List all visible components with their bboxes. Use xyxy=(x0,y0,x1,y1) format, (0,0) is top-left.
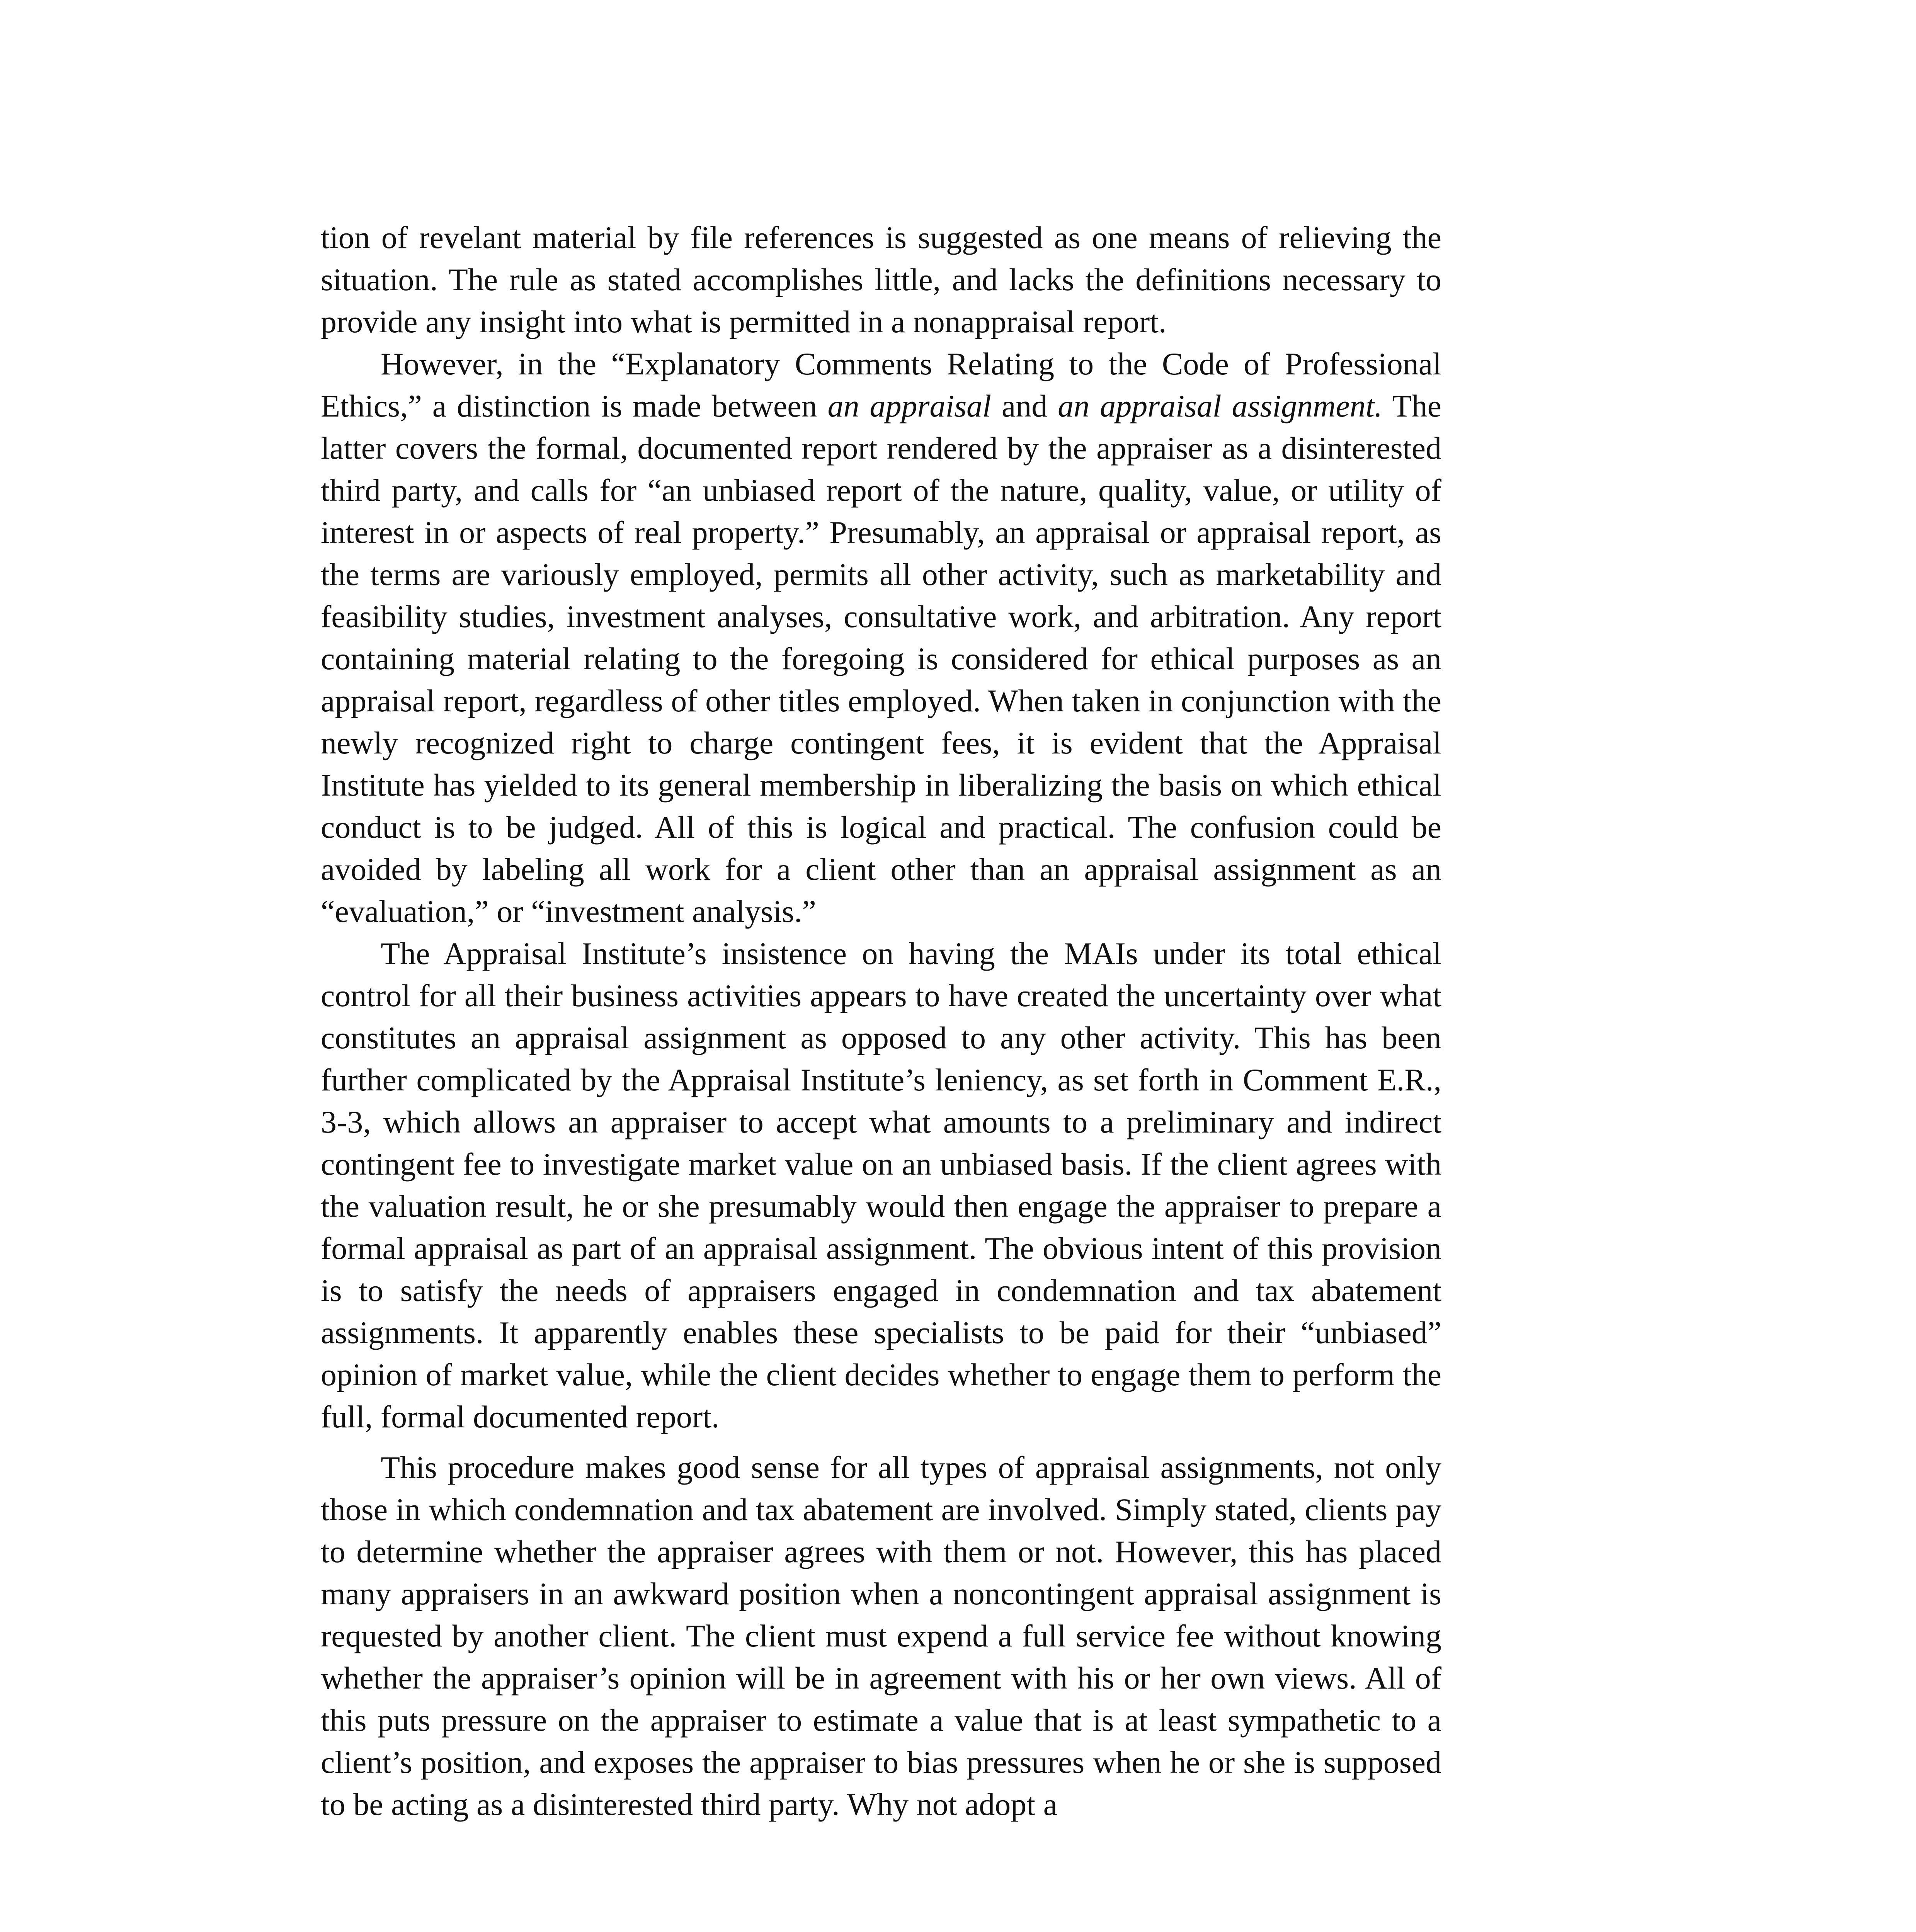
body-text xyxy=(321,216,1441,1825)
italic-phrase: an appraisal xyxy=(827,388,991,423)
text-run: tion of revelant material by file references is suggested as one means of relieving the situation. The rule as stated accomplishes little, and lacks the definitions necessary to provide any insight into what is permitted in a nonappraisal report. xyxy=(321,220,1441,339)
body-paragraph xyxy=(321,216,1441,343)
italic-phrase: an appraisal assignment. xyxy=(1058,388,1383,423)
text-run: The latter covers the formal, documented report rendered by the appraiser as a disinterested third party, and calls for “an unbiased report of the nature, quality, value, or utility of interest in or aspects of real property.” Presumably, an appraisal or appraisal report, as the terms are variously employed, permits all other activity, such as marketability and feasibility studies, investment analyses, consultative work, and arbitration. Any report containing material relating to the foregoing is considered for ethical purposes as an appraisal report, regardless of other titles employed. When taken in conjunction with the newly recognized right to charge contingent fees, it is evident that the Appraisal Institute has yielded to its general membership in liberalizing the basis on which ethical conduct is to be judged. All of this is logical and practical. The confusion could be avoided by labeling all work for a client other than an appraisal assignment as an “evaluation,” or “investment analysis.” xyxy=(321,388,1441,929)
body-paragraph xyxy=(321,343,1441,932)
body-paragraph xyxy=(321,1446,1441,1825)
text-run: The Appraisal Institute’s insistence on having the MAIs under its total ethical control for all their business activities appears to have created the uncertainty over what constitutes an appraisal assignment as opposed to any other activity. This has been further complicated by the Appraisal Institute’s leniency, as set forth in Comment E.R., 3-3, which allows an appraiser to accept what amounts to a preliminary and indirect contingent fee to investigate market value on an unbiased basis. If the client agrees with the valuation result, he or she presumably would then engage the appraiser to prepare a formal appraisal as part of an appraisal assignment. The obvious intent of this provision is to satisfy the needs of appraisers engaged in condemnation and tax abatement assignments. It apparently enables these specialists to be paid for their “unbiased” opinion of market value, while the client decides whether to engage them to perform the full, formal documented report. xyxy=(321,936,1441,1434)
text-run: This procedure makes good sense for all types of appraisal assignments, not only those in which condemnation and tax abatement are involved. Simply stated, clients pay to determine whether the appraiser agrees with them or not. However, this has placed many appraisers in an awkward position when a noncontingent appraisal assignment is requested by another client. The client must expend a full service fee without knowing whether the appraiser’s opinion will be in agreement with his or her own views. All of this puts pressure on the appraiser to estimate a value that is at least sympathetic to a client’s position, and exposes the appraiser to bias pressures when he or she is supposed to be acting as a disinterested third party. Why not adopt a xyxy=(321,1450,1441,1822)
text-run: and xyxy=(991,388,1058,423)
text-run: However, in the “Explanatory Comments Relating to the Code of Professional Ethics,” a distinction is made between xyxy=(321,346,1441,423)
body-paragraph xyxy=(321,932,1441,1438)
